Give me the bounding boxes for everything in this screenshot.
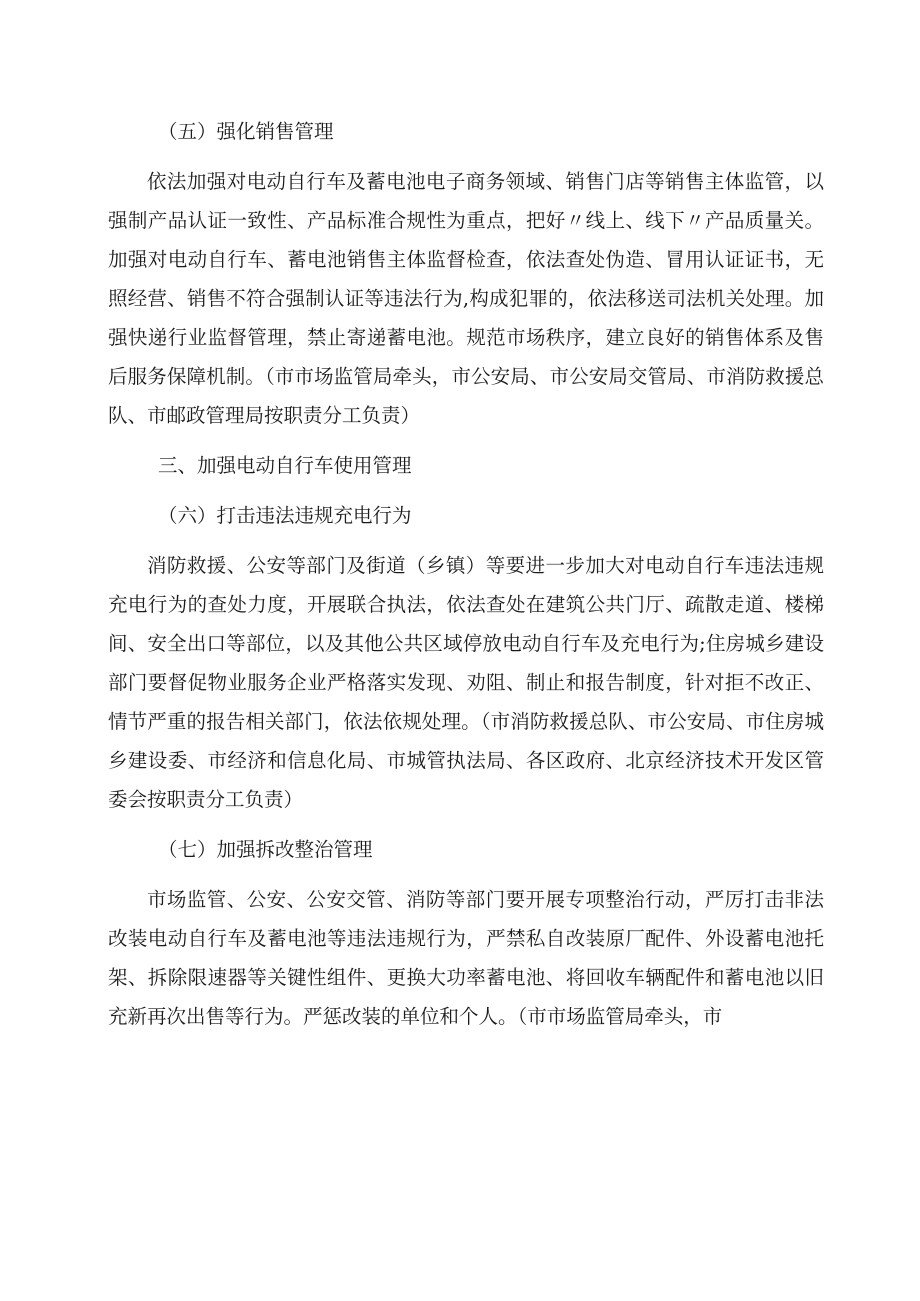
section-heading-5: （五）强化销售管理 — [158, 120, 334, 143]
section-heading-7: （七）加强拆改整治管理 — [158, 838, 373, 861]
chapter-heading-3: 三、加强电动自行车使用管理 — [158, 454, 412, 477]
paragraph-illegal-charging: 消防救援、公安等部门及街道（乡镇）等要进一步加大对电动自行车违法违规充电行为的查处力度，开展联合执法，依法查处在建筑公共门厅、疏散走道、楼梯间、安全出口等部位，以及其他公共区域停放电动自行车及充电行为;住房城乡建设部门要督促物业服务企业严格落实发现、劝阻、制止和报告制度，针对拒不改正、情节严重的报告相关部门，依法依规处理。（市消防救援总队、市公安局、市住房城乡建设委、市经济和信息化局、市城管执法局、各区政府、北京经济技术开发区管委会按职责分工负责） — [108, 554, 824, 811]
paragraph-sales-management: 依法加强对电动自行车及蓄电池电子商务领域、销售门店等销售主体监管，以强制产品认证一致性、产品标准合规性为重点，把好〃线上、线下〃产品质量关。加强对电动自行车、蓄电池销售主体监督检查，依法查处伪造、冒用认证证书，无照经营、销售不符合强制认证等违法行为,构成犯罪的，依法移送司法机关处理。加强快递行业监督管理，禁止寄递蓄电池。规范市场秩序，建立良好的销售体系及售后服务保障机制。（市市场监管局牵头，市公安局、市公安局交管局、市消防救援总队、市邮政管理局按职责分工负责） — [108, 170, 824, 427]
section-heading-6: （六）打击违法违规充电行为 — [158, 504, 412, 527]
paragraph-modification-rectification: 市场监管、公安、公安交管、消防等部门要开展专项整治行动，严厉打击非法改装电动自行车及蓄电池等违法违规行为，严禁私自改装原厂配件、外设蓄电池托架、拆除限速器等关键性组件、更换大功率蓄电池、将回收车辆配件和蓄电池以旧充新再次出售等行为。严惩改装的单位和个人。（市市场监管局牵头，市 — [108, 888, 824, 1028]
document-body — [108, 112, 824, 1036]
